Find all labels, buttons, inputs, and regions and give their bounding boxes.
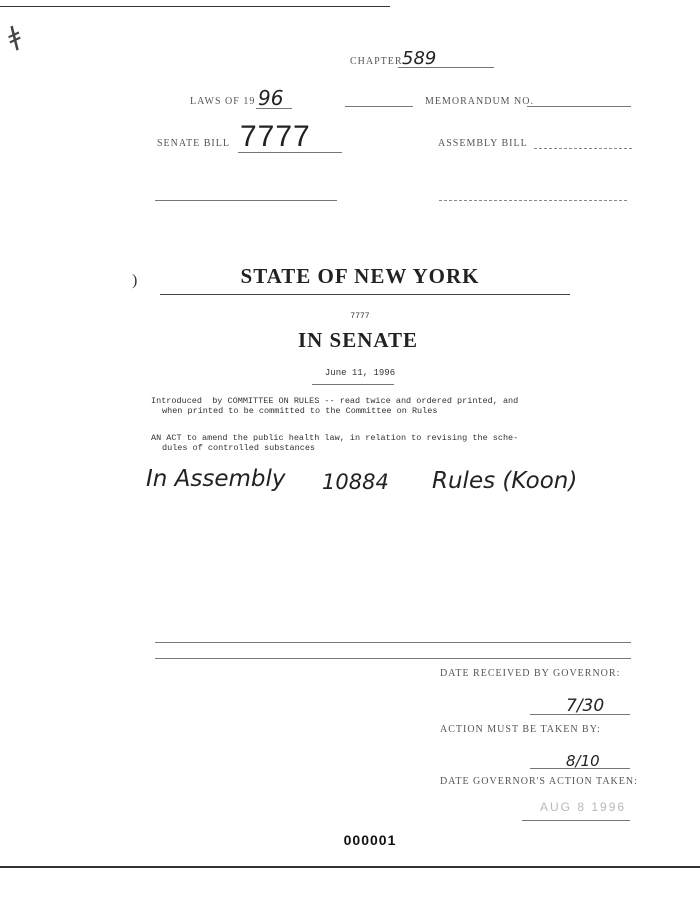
page-number: 000001: [343, 832, 397, 848]
received-value: 7/30: [566, 696, 605, 716]
laws-value: 96: [258, 86, 284, 110]
chapter-label: CHAPTER: [350, 56, 403, 67]
memo-label: MEMORANDUM NO.: [425, 96, 535, 107]
blank-line-right: [439, 200, 627, 201]
chapter-line: [398, 67, 494, 68]
margin-mark: ): [132, 272, 138, 289]
act-line-1: AN ACT to amend the public health law, in relation to revising the sche-: [151, 433, 519, 443]
state-title: STATE OF NEW YORK: [240, 264, 480, 288]
bill-number: 7777: [350, 312, 370, 321]
taken-label: DATE GOVERNOR'S ACTION TAKEN:: [440, 776, 638, 787]
assembly-bill-label: ASSEMBLY BILL: [438, 138, 528, 149]
state-title-underline: [160, 294, 570, 295]
introduced-line-2: when printed to be committed to the Committee on Rules: [162, 406, 438, 416]
senate-bill-value: 7777: [240, 120, 311, 153]
taken-stamp: AUG 8 1996: [540, 800, 627, 814]
lower-rule-2: [155, 658, 631, 659]
hand-number: 10884: [322, 470, 389, 494]
senate-bill-line: [238, 152, 342, 153]
act-line-2: dules of controlled substances: [162, 443, 316, 453]
hand-rules: Rules (Koon): [432, 468, 578, 494]
chapter-value: 589: [402, 48, 437, 69]
bottom-scan-line: [0, 866, 700, 868]
action-value: 8/10: [566, 752, 600, 770]
taken-line: [522, 820, 630, 821]
top-scan-line: [0, 6, 390, 7]
chamber-title: IN SENATE: [297, 328, 419, 352]
laws-line: [256, 108, 292, 109]
corner-mark: ǂ: [2, 20, 26, 54]
laws-label: LAWS OF 19: [190, 96, 256, 107]
hand-assembly: In Assembly: [146, 466, 286, 492]
laws-extra-line: [345, 106, 413, 107]
bill-date: June 11, 1996: [324, 368, 396, 378]
action-label: ACTION MUST BE TAKEN BY:: [440, 724, 601, 735]
received-line: [530, 714, 630, 715]
senate-bill-label: SENATE BILL: [157, 138, 230, 149]
date-underline: [312, 384, 394, 385]
assembly-bill-line: [534, 148, 632, 149]
lower-rule-1: [155, 642, 631, 643]
introduced-line-1: Introduced by COMMITTEE ON RULES -- read twice and ordered printed, and: [151, 396, 519, 406]
received-label: DATE RECEIVED BY GOVERNOR:: [440, 668, 621, 679]
action-line: [530, 768, 630, 769]
memo-line: [527, 106, 631, 107]
blank-line-left: [155, 200, 337, 201]
